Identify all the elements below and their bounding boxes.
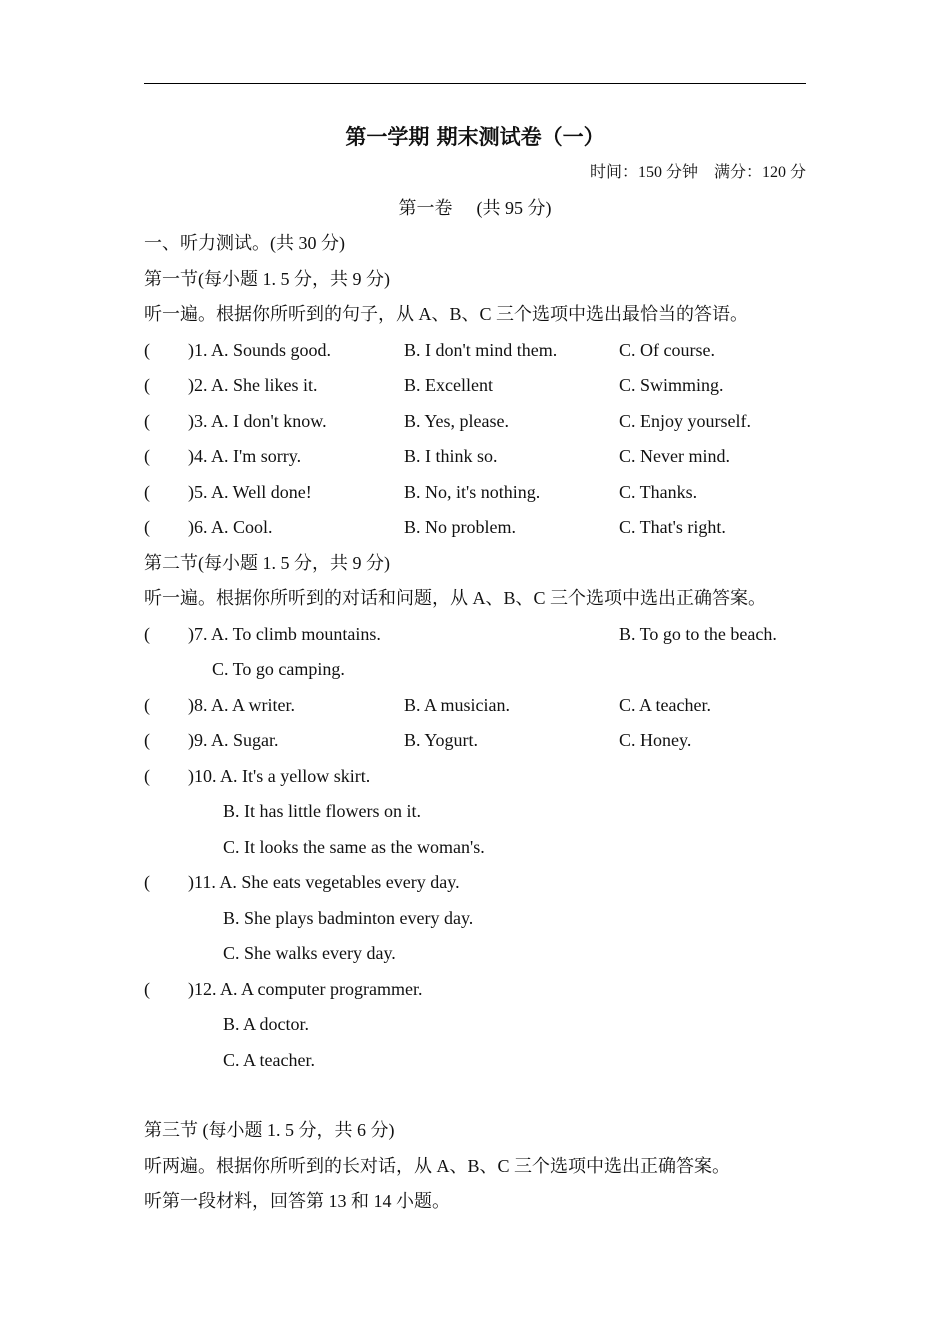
score-label: 满分：120 分: [713, 164, 806, 181]
time-label: 时间：150 分钟: [589, 164, 698, 181]
option-a: )4. A. I'm sorry.: [188, 446, 302, 466]
question-row: [144, 977, 806, 1001]
option-c: C. She walks every day.: [223, 943, 396, 963]
question-row: [144, 764, 806, 788]
option-b: B. No, it's nothing.: [404, 482, 541, 502]
option-a: )7. A. To climb mountains.: [188, 624, 381, 644]
answer-blank[interactable]: (: [144, 730, 150, 750]
question-row: [144, 693, 806, 717]
option-a: )9. A. Sugar.: [188, 730, 279, 750]
option-c: C. A teacher.: [619, 695, 711, 715]
time-score-line: [590, 162, 806, 184]
question-row: [144, 409, 806, 433]
option-a: )2. A. She likes it.: [188, 375, 318, 395]
option-a: )5. A. Well done!: [188, 482, 312, 502]
option-c: C. That's right.: [619, 517, 726, 537]
question-row: [144, 373, 806, 397]
header-rule: [144, 83, 806, 84]
part2-instruction: 听一遍。根据你所听到的对话和问题，从 A、B、C 三个选项中选出正确答案。: [144, 588, 767, 608]
answer-blank[interactable]: (: [144, 375, 150, 395]
option-b: B. Yogurt.: [404, 730, 479, 750]
option-b: B. Yes, please.: [404, 411, 510, 431]
question-row: [144, 870, 806, 894]
option-b: B. Excellent: [404, 375, 493, 395]
paper-part-score: (共 95 分): [476, 198, 552, 218]
exam-title: 第一学期 期末测试卷（一）: [345, 125, 605, 149]
option-a: )3. A. I don't know.: [188, 411, 327, 431]
option-c: C. Never mind.: [619, 446, 730, 466]
question-row: [144, 338, 806, 362]
option-b: B. It has little flowers on it.: [223, 801, 421, 821]
answer-blank[interactable]: (: [144, 446, 150, 466]
option-b: B. I don't mind them.: [404, 340, 558, 360]
part3-instruction: 听两遍。根据你所听到的长对话，从 A、B、C 三个选项中选出正确答案。: [144, 1156, 731, 1176]
option-a: )10. A. It's a yellow skirt.: [188, 766, 371, 786]
option-b: B. A musician.: [404, 695, 511, 715]
part3-note: 听第一段材料，回答第 13 和 14 小题。: [144, 1191, 450, 1211]
option-a: )1. A. Sounds good.: [188, 340, 332, 360]
part3-heading: 第三节 (每小题 1. 5 分，共 6 分): [144, 1120, 395, 1140]
part2-heading: 第二节(每小题 1. 5 分，共 9 分): [144, 553, 390, 573]
option-c: C. Honey.: [619, 730, 692, 750]
option-a: )6. A. Cool.: [188, 517, 273, 537]
option-a: )8. A. A writer.: [188, 695, 295, 715]
answer-blank[interactable]: (: [144, 624, 150, 644]
part1-instruction: 听一遍。根据你所听到的句子，从 A、B、C 三个选项中选出最恰当的答语。: [144, 304, 749, 324]
paper-part-label: 第一卷: [398, 198, 453, 218]
section-heading: 一、听力测试。(共 30 分): [144, 233, 345, 253]
option-b: B. No problem.: [404, 517, 516, 537]
question-row: [144, 444, 806, 468]
option-c: C. It looks the same as the woman's.: [223, 837, 485, 857]
option-b: B. I think so.: [404, 446, 498, 466]
option-b: B. A doctor.: [223, 1014, 310, 1034]
answer-blank[interactable]: (: [144, 872, 150, 892]
option-a: )11. A. She eats vegetables every day.: [188, 872, 460, 892]
question-row: [144, 480, 806, 504]
option-b: B. She plays badminton every day.: [223, 908, 474, 928]
option-c: C. Thanks.: [619, 482, 698, 502]
part1-heading: 第一节(每小题 1. 5 分，共 9 分): [144, 269, 390, 289]
answer-blank[interactable]: (: [144, 340, 150, 360]
question-row: [144, 515, 806, 539]
option-c: C. A teacher.: [223, 1050, 315, 1070]
option-c: C. Swimming.: [619, 375, 724, 395]
answer-blank[interactable]: (: [144, 411, 150, 431]
option-b: B. To go to the beach.: [619, 624, 777, 644]
option-c: C. Of course.: [619, 340, 715, 360]
option-a: )12. A. A computer programmer.: [188, 979, 423, 999]
answer-blank[interactable]: (: [144, 695, 150, 715]
question-row: [144, 622, 806, 646]
answer-blank[interactable]: (: [144, 482, 150, 502]
answer-blank[interactable]: (: [144, 766, 150, 786]
answer-blank[interactable]: (: [144, 979, 150, 999]
option-c: C. Enjoy yourself.: [619, 411, 751, 431]
option-c: C. To go camping.: [212, 659, 345, 679]
question-row: [144, 728, 806, 752]
paper-part-heading: [0, 196, 950, 220]
answer-blank[interactable]: (: [144, 517, 150, 537]
